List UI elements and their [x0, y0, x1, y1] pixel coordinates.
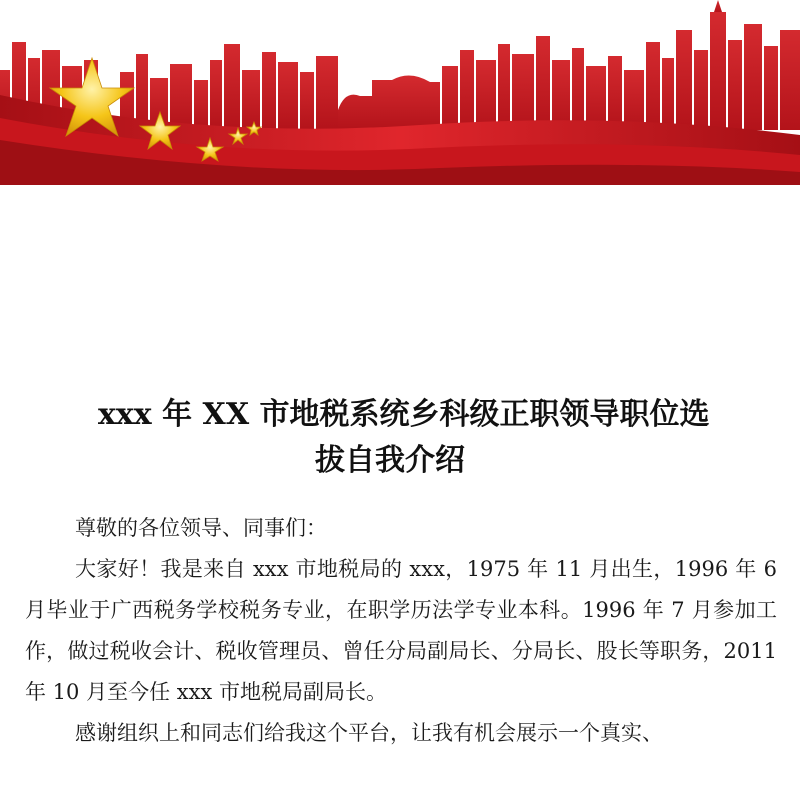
paragraph-intro: 大家好！我是来自 xxx 市地税局的 xxx，1975 年 11 月出生，1996 年 6 月毕业于广西税务学校税务专业，在职学历法学专业本科。1996 年 7 月参加工作，做过税收会计、税收管理员、曾任分局副局长、分局长、股长等职务，2011 年 10 月至今任 xxx 市地税局副局长。: [25, 557, 777, 704]
greeting: 尊敬的各位领导、同事们：: [75, 516, 327, 540]
paragraph-thanks: 感谢组织上和同志们给我这个平台，让我有机会展示一个真实、: [75, 721, 663, 745]
document-body: [25, 508, 777, 754]
title-line-2: 拔自我介绍: [315, 443, 465, 478]
title-line-1: xxx 年 XX 市地税系统乡科级正职领导职位选: [98, 397, 710, 432]
city-skyline: [0, 0, 800, 130]
header-banner: [0, 0, 800, 185]
document-title: [0, 392, 800, 484]
